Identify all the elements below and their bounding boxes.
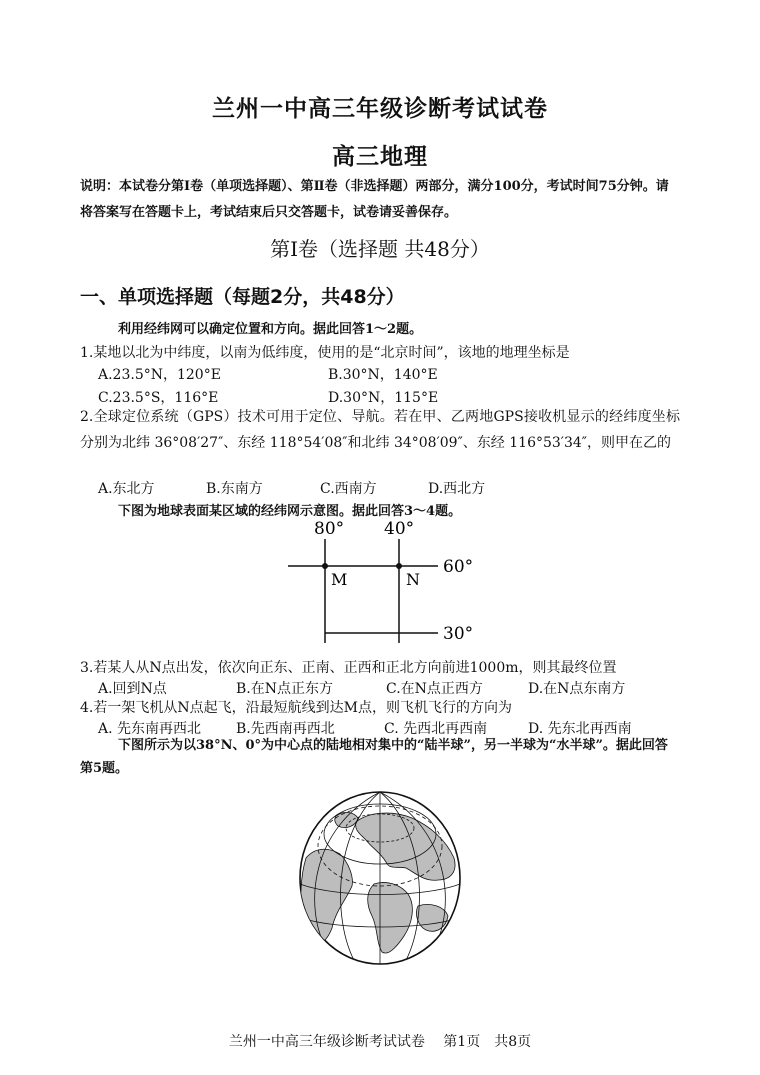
point-m-label: M — [331, 570, 348, 589]
q4-option-b: B.先西南再西北 — [236, 721, 335, 737]
part-title: 一、单项选择题（每题2分，共48分） — [80, 286, 405, 308]
intro-q5: 下图所示为以38°N、0°为中心点的陆地相对集中的“陆半球”，另一半球为“水半球”。据此回答第5题。 — [80, 738, 668, 776]
lat-label-30: 30° — [443, 624, 474, 644]
intro-q1-2: 利用经纬网可以确定位置和方向。据此回答1～2题。 — [118, 322, 423, 337]
section-title: 第Ⅰ卷（选择题 共48分） — [270, 237, 490, 261]
lon-label-40: 40° — [384, 519, 415, 539]
q1-option-d: D.30°N，115°E — [328, 390, 439, 406]
lat-label-60: 60° — [443, 557, 474, 577]
q3-option-c: C.在N点正西方 — [386, 681, 483, 697]
exam-subject: 高三地理 — [332, 144, 428, 170]
q4-option-a: A. 先东南再西北 — [98, 721, 202, 737]
exam-title: 兰州一中高三年级诊断考试试卷 — [212, 96, 548, 122]
lon-label-80: 80° — [314, 519, 345, 539]
q2-option-a: A.东北方 — [98, 481, 155, 497]
intro-q3-4: 下图为地球表面某区域的经纬网示意图。据此回答3～4题。 — [118, 504, 462, 519]
exam-instructions: 说明：本试卷分第Ⅰ卷（单项选择题）、第Ⅱ卷（非选择题）两部分，满分100分，考试时间75分钟。请将答案写在答题卡上，考试结束后只交答题卡，试卷请妥善保存。 — [80, 179, 669, 220]
q4-option-d: D. 先东北再西南 — [528, 721, 632, 737]
point-n-dot — [396, 563, 402, 569]
q1-option-c: C.23.5°S，116°E — [98, 390, 219, 406]
q2-stem: 2.全球定位系统（GPS）技术可用于定位、导航。若在甲、乙两地GPS接收机显示的经纬度坐标分别为北纬 36°08′27″、东经 118°54′08″和北纬 34°08′09″、东经 116°53′34″，则甲在乙的 — [80, 409, 680, 451]
page-footer: 兰州一中高三年级诊断考试试卷 第1页 共8页 — [228, 1034, 532, 1050]
q1-option-a: A.23.5°N，120°E — [98, 367, 221, 383]
q3-option-a: A.回到N点 — [98, 681, 167, 697]
q2-option-b: B.东南方 — [206, 481, 263, 497]
point-n-label: N — [406, 570, 420, 589]
lat-lon-grid-figure — [280, 515, 480, 655]
q3-option-d: D.在N点东南方 — [528, 681, 626, 697]
q1-option-b: B.30°N，140°E — [328, 367, 438, 383]
q2-option-d: D.西北方 — [428, 481, 486, 497]
q1-stem: 1.某地以北为中纬度，以南为低纬度，使用的是“北京时间”，该地的地理坐标是 — [80, 345, 570, 361]
q3-stem: 3.若某人从N点出发，依次向正东、正南、正西和正北方向前进1000m，则其最终位置 — [80, 660, 617, 676]
land-hemisphere-globe-icon — [296, 788, 464, 968]
q4-stem: 4.若一架飞机从N点起飞，沿最短航线到达M点，则飞机飞行的方向为 — [80, 700, 512, 716]
point-m-dot — [322, 563, 328, 569]
q4-option-c: C. 先西北再西南 — [384, 721, 488, 737]
q2-option-c: C.西南方 — [320, 481, 377, 497]
q3-option-b: B.在N点正东方 — [236, 681, 333, 697]
